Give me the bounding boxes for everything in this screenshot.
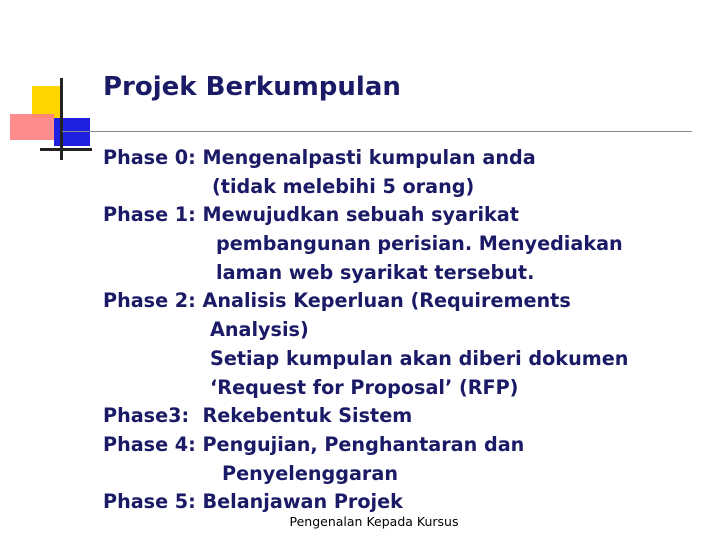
slide-title: Projek Berkumpulan <box>103 72 401 102</box>
phase-1-line: Phase 1: Mewujudkan sebuah syarikat <box>103 203 519 227</box>
phase-4-continuation: Penyelenggaran <box>222 461 398 485</box>
phase-0-continuation: (tidak melebihi 5 orang) <box>212 174 475 198</box>
slide-footer: Pengenalan Kepada Kursus <box>289 514 459 529</box>
phase-0-line: Phase 0: Mengenalpasti kumpulan anda <box>103 146 536 169</box>
phase-5-line: Phase 5: Belanjawan Projek <box>103 490 403 514</box>
phase-1-continuation: pembangunan perisian. Menyediakan <box>216 232 623 256</box>
phase-2-continuation: Analysis) <box>210 318 309 342</box>
phase-4-line: Phase 4: Pengujian, Penghantaran dan <box>103 432 525 456</box>
slide-logo-graphic <box>0 0 110 170</box>
phase-2-line: Phase 2: Analisis Keperluan (Requirements <box>103 289 571 313</box>
title-divider <box>62 131 692 132</box>
logo-horizontal-line <box>40 148 92 151</box>
phase-2-continuation: ‘Request for Proposal’ (RFP) <box>210 375 519 399</box>
phase-2-continuation: Setiap kumpulan akan diberi dokumen <box>210 346 629 370</box>
logo-red-square <box>10 114 54 140</box>
slide-body <box>103 144 703 517</box>
phase-1-continuation: laman web syarikat tersebut. <box>216 260 535 284</box>
phase-3-line: Phase3: Rekebentuk Sistem <box>103 404 413 428</box>
